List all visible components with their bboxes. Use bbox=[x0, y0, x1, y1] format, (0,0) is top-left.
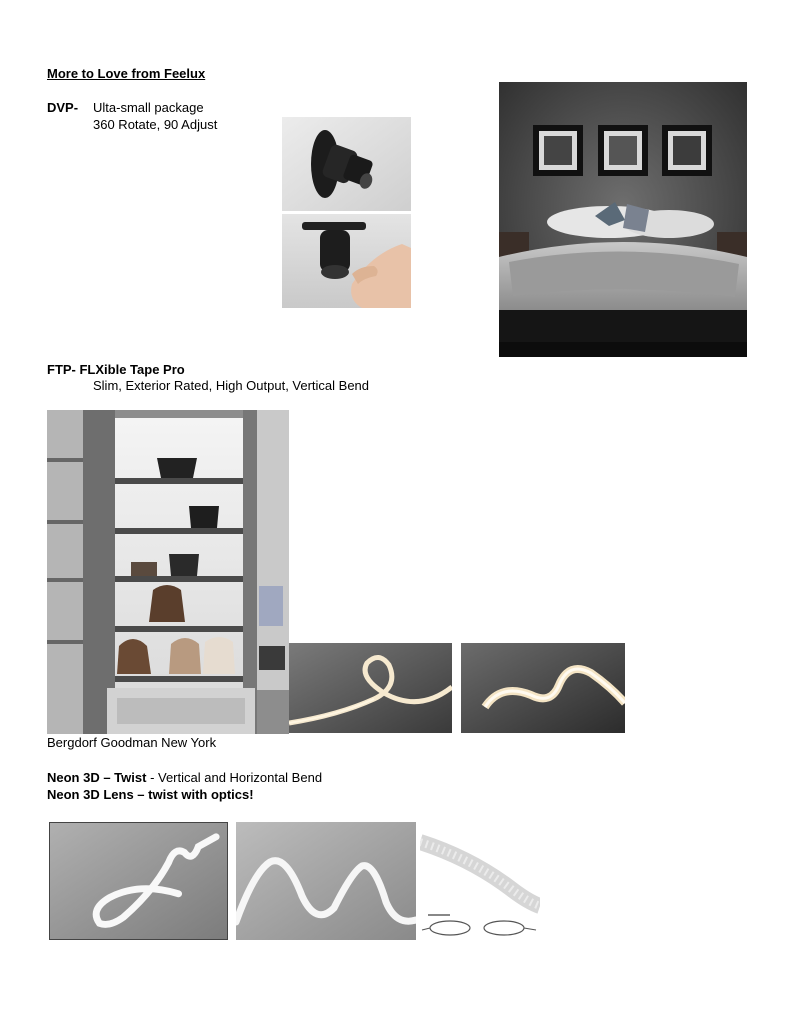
neon-twist-desc: - Vertical and Horizontal Bend bbox=[150, 770, 323, 785]
neon-lens-line: Neon 3D Lens – twist with optics! bbox=[47, 787, 254, 802]
dvp-code: DVP- bbox=[47, 100, 79, 115]
neon-twist-photo bbox=[49, 822, 228, 940]
dvp-line-2: 360 Rotate, 90 Adjust bbox=[93, 117, 218, 132]
tape-loop-photo bbox=[289, 643, 452, 733]
closet-shelves-photo bbox=[47, 410, 289, 734]
ftp-features: Slim, Exterior Rated, High Output, Vertical Bend bbox=[93, 378, 370, 393]
closet-caption: Bergdorf Goodman New York bbox=[47, 735, 217, 750]
dvp-spotlight-photo bbox=[282, 117, 411, 211]
page-heading: More to Love from Feelux bbox=[47, 66, 206, 81]
neon-lens-diagram bbox=[420, 818, 540, 940]
bedroom-photo bbox=[499, 82, 747, 357]
dvp-hand-adjust-photo bbox=[282, 214, 411, 308]
neon-wave-photo bbox=[236, 822, 416, 940]
ftp-title: FTP- FLXible Tape Pro bbox=[47, 362, 185, 377]
neon-twist-line bbox=[47, 770, 322, 786]
tape-s-curve-photo bbox=[461, 643, 625, 733]
neon-twist-name: Neon 3D – Twist bbox=[47, 770, 151, 785]
dvp-line-1: Ulta-small package bbox=[93, 100, 204, 115]
